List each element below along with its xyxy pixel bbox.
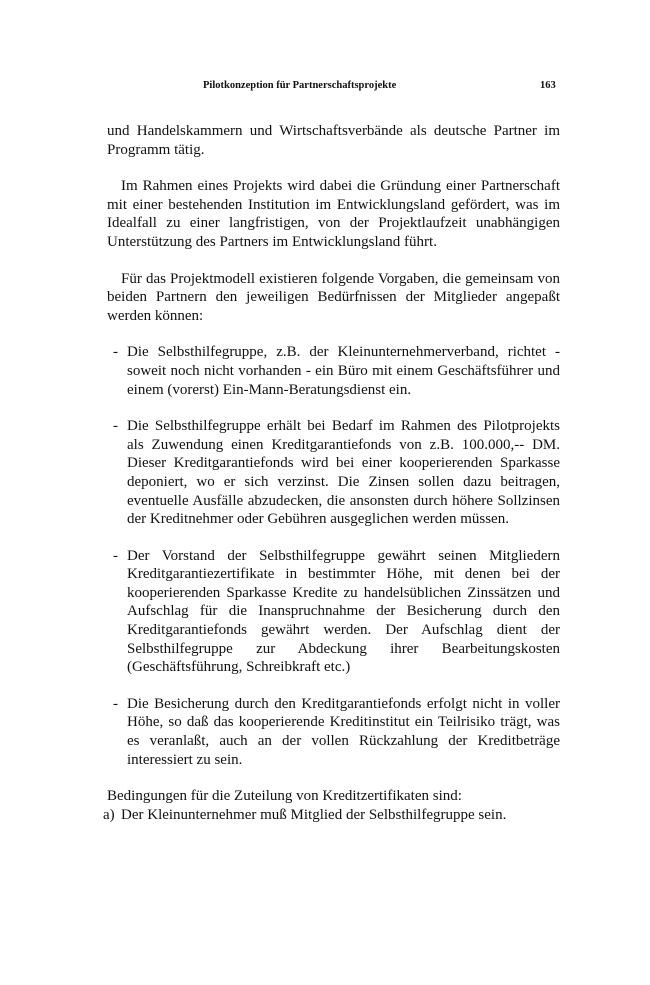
list-item-dash: - xyxy=(113,418,118,435)
paragraph-continuation: und Handelskammern und Wirtschaftsverbände als deutsche Partner im Programm tätig. xyxy=(107,123,560,158)
page-number: 163 xyxy=(540,80,556,91)
condition-item xyxy=(103,806,560,825)
list-item xyxy=(107,343,560,399)
paragraph-partnership: Im Rahmen eines Projekts wird dabei die Gründung einer Partnerschaft mit einer bestehenden Institution im Entwicklungsland gefördert, was im Idealfall zu einer langfristigen, von der Projektlaufzeit unabhängigen Unterstützung des Partners im Entwicklungsland führt. xyxy=(107,178,560,250)
conditions-intro: Bedingungen für die Zuteilung von Kreditzertifikaten sind: xyxy=(107,788,462,805)
list-item-text: Die Besicherung durch den Kreditgarantiefonds erfolgt nicht in voller Höhe, so daß das kooperierende Kreditinstitut ein Teilrisiko trägt, was es veranlaßt, auch an der vollen Rückzahlung der Kreditbeträge interessiert zu sein. xyxy=(127,695,560,768)
list-item-text: Die Selbsthilfegruppe erhält bei Bedarf im Rahmen des Pilotprojekts als Zuwendung einen Kreditgarantiefonds von z.B. 100.000,-- DM. Dieser Kreditgarantiefonds wird bei einer kooperierenden Sparkasse deponiert, wo er sich verzinst. Die Zinsen sollen dazu beitragen, eventuelle Ausfälle abzudecken, die ansonsten durch höhere Sollzinsen der Kreditnehmer oder Gebühren ausgeglichen werden müssen. xyxy=(127,418,560,528)
running-header-title: Pilotkonzeption für Partnerschaftsprojekte xyxy=(203,80,397,91)
list-item-text: Die Selbsthilfegruppe, z.B. der Kleinunternehmerverband, richtet - soweit noch nicht vorhanden - ein Büro mit einem Geschäftsführer und einem (vorerst) Ein-Mann-Beratungsdienst ein. xyxy=(127,344,560,398)
list-item-text: Der Vorstand der Selbsthilfegruppe gewährt seinen Mitgliedern Kreditgarantiezertifikate in bestimmter Höhe, mit denen bei der kooperierenden Sparkasse Kredite zu handelsüblichen Zinssätzen und Aufschlag für die Inanspruchnahme der Besicherung durch den Kreditgarantiefonds gewährt werden. Der Aufschlag dient der Selbsthilfegruppe zur Abdeckung ihrer Bearbeitungskosten (Geschäftsführung, Schreibkraft etc.) xyxy=(127,547,560,676)
list-item xyxy=(107,547,560,677)
list-item-dash: - xyxy=(113,344,118,361)
page-body xyxy=(103,122,560,824)
paragraph-project-model: Für das Projektmodell existieren folgende Vorgaben, die gemeinsam von beiden Partnern den jeweiligen Bedürfnissen der Mitglieder angepaßt werden können: xyxy=(107,270,560,324)
list-item-dash: - xyxy=(113,695,118,712)
condition-item-label: a) xyxy=(103,806,115,823)
list-item xyxy=(107,417,560,529)
running-header xyxy=(0,80,650,98)
condition-item-text: Der Kleinunternehmer muß Mitglied der Selbsthilfegruppe sein. xyxy=(121,806,507,823)
list-item xyxy=(107,695,560,769)
list-item-dash: - xyxy=(113,547,118,564)
